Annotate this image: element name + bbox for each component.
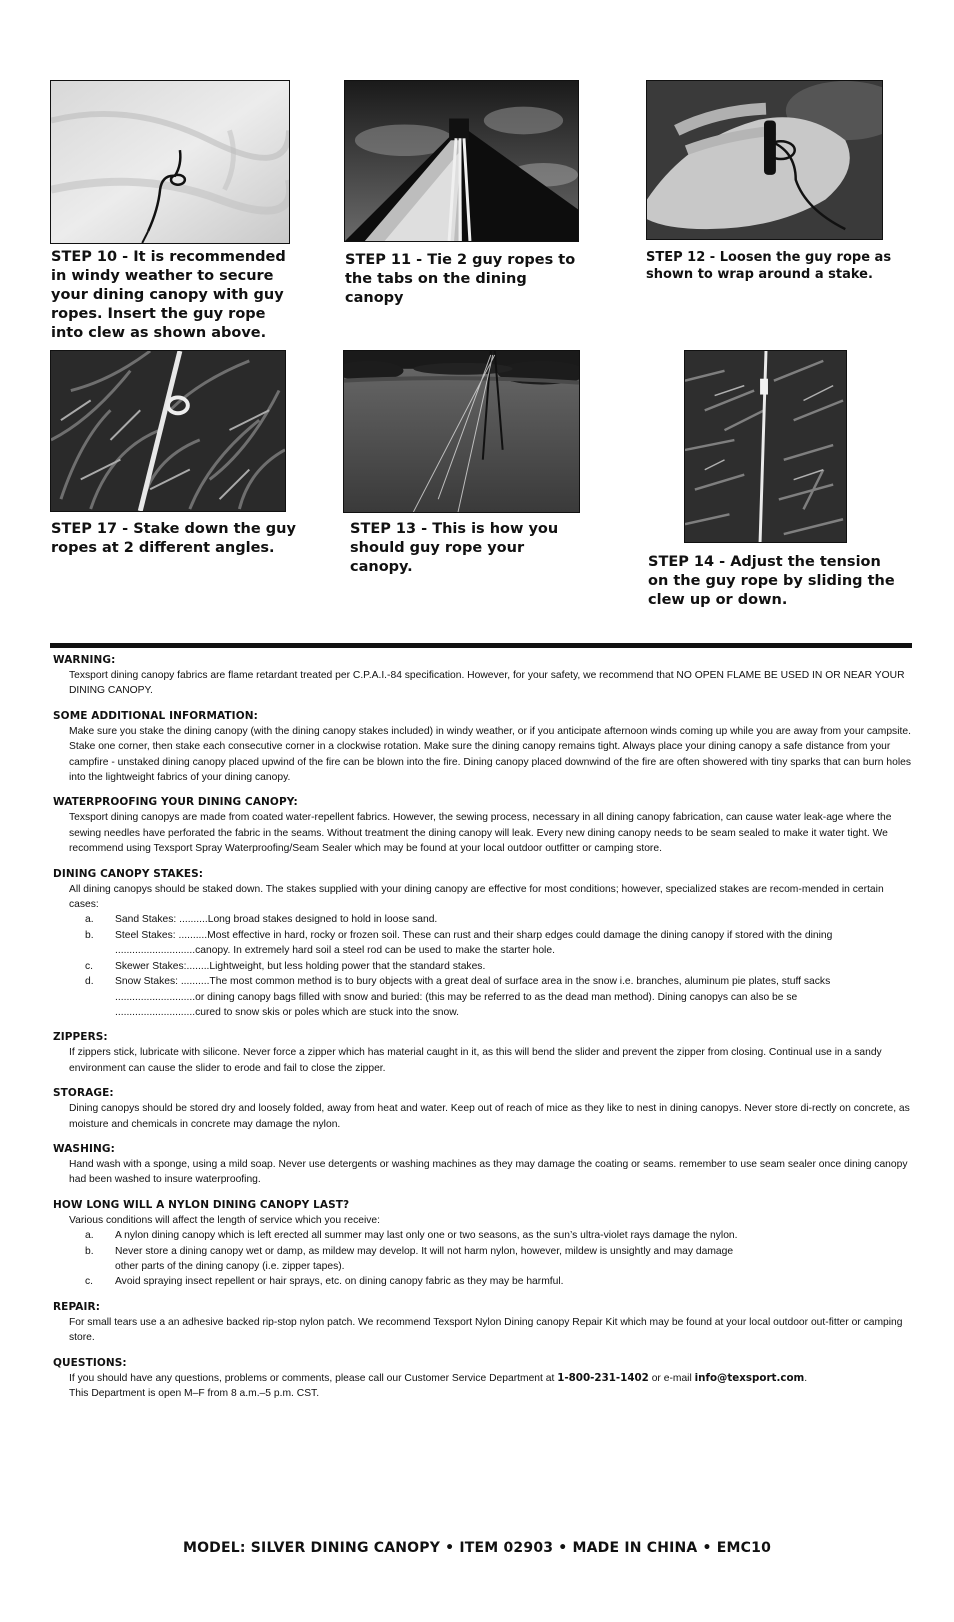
list-item: a. Sand Stakes: ..........Long broad stakes designed to hold in loose sand. (85, 914, 438, 926)
zippers-body: If zippers stick, lubricate with silicone. Never force a zipper which has material caught in it, as this will bend the slider and prevent the zipper from closing. Continual use in a sandy environment can cause the slider to erode and fail to close the zipper. (69, 1047, 882, 1074)
waterproofing-body: Texsport dining canopys are made from coated water-repellent fabrics. However, the sewing process, necessary in all dining canopy fabrication, can cause water leak-age where the sewing needles have perforated the fabric in the seams. Without treatment the dining canopy will leak. Every new dining canopy needs to be seam sealed to make it water tight. We recommend using Texsport Spray Waterproofing/Seam Sealer which may be found at your local outdoor outfitter or camping store. (69, 812, 892, 855)
list-item: b. Never store a dining canopy wet or damp, as mildew may develop. It will not harm nylon, however, mildew is unsightly and may damage (85, 1245, 734, 1257)
step-17-caption: STEP 17 - Stake down the guy ropes at 2 different angles. (51, 521, 296, 556)
additional-info-heading: SOME ADDITIONAL INFORMATION: (53, 709, 258, 722)
rope-tension-in-grass-photo (684, 350, 847, 543)
storage-heading: STORAGE: (53, 1087, 114, 1100)
questions-hours: This Department is open M–F from 8 a.m.–5 p.m. CST. (69, 1388, 320, 1399)
repair-section (53, 1299, 913, 1346)
list-item: a. A nylon dining canopy which is left erected all summer may last only one or two seasons, as the sun’s ultra-violet rays damage the nylon. (85, 1230, 738, 1242)
stakes-in-grass-photo (50, 350, 286, 512)
list-item: c. Skewer Stakes:........Lightweight, but less holding power that the standard stakes. (85, 960, 486, 972)
step-12-caption: STEP 12 - Loosen the guy rope as shown to wrap around a stake. (646, 250, 892, 282)
warning-section (53, 652, 913, 699)
warning-heading: WARNING: (53, 654, 116, 666)
step-14-caption: STEP 14 - Adjust the tension on the guy rope by sliding the clew up or down. (648, 554, 895, 608)
canopy-fabric-with-guy-rope-photo (50, 80, 290, 244)
list-item-continuation: ............................or dining canopy bags filled with snow and buried: (this may be referred to as the dead man method). Dining canopys can also be se (115, 991, 798, 1003)
guyed-canopy-on-lawn-photo (343, 350, 580, 513)
list-item-continuation: other parts of the dining canopy (i.e. zipper tapes). (115, 1260, 345, 1272)
list-item: c. Avoid spraying insect repellent or hair sprays, etc. on dining canopy fabric as they may be harmful. (85, 1276, 564, 1288)
questions-section (53, 1355, 913, 1402)
additional-info-section (53, 708, 913, 786)
waterproofing-section (53, 794, 913, 856)
hand-holding-guy-rope-photo (646, 80, 883, 240)
nylon-lifespan-body: Various conditions will affect the length of service which you receive: (69, 1214, 380, 1226)
model-footer: MODEL: SILVER DINING CANOPY • ITEM 02903 • MADE IN CHINA • EMC10 (182, 1540, 772, 1556)
section-divider (50, 643, 912, 648)
zippers-heading: ZIPPERS: (53, 1031, 108, 1044)
step-13-caption: STEP 13 - This is how you should guy rope your canopy. (350, 521, 559, 575)
warning-body: Texsport dining canopy fabrics are flame retardant treated per C.P.A.I.-84 specification. However, for your safety, we recommend that NO OPEN FLAME BE USED IN OR NEAR YOUR DINING CANOPY. (69, 670, 905, 697)
washing-heading: WASHING: (53, 1142, 115, 1155)
canopy-peak-with-ropes-photo (344, 80, 579, 242)
list-item-continuation: ............................canopy. In extremely hard soil a steel rod can be used to make the starter hole. (115, 945, 555, 957)
zippers-section (53, 1029, 913, 1076)
phone-number: 1-800-231-1402 (557, 1371, 649, 1384)
step-10-caption: STEP 10 - It is recommended in windy weather to secure your dining canopy with guy ropes. Insert the guy rope into clew as shown above. (51, 249, 286, 341)
stakes-heading: DINING CANOPY STAKES: (53, 867, 204, 880)
washing-body: Hand wash with a sponge, using a mild soap. Never use detergents or washing machines as they may damage the coating or seams. remember to use seam sealer once dining canopy had been washed to insure waterproofing. (69, 1158, 908, 1186)
care-instructions (53, 652, 913, 1410)
list-item-continuation: ............................cured to snow skis or poles which are stuck into the snow. (115, 1006, 459, 1018)
stakes-section (53, 866, 913, 1021)
list-item: d. Snow Stakes: ..........The most common method is to bury objects with a great deal of surface area in the snow i.e. branches, aluminum pie plates, stuff sacks (85, 976, 831, 988)
repair-body: For small tears use a an adhesive backed rip-stop nylon patch. We recommend Texsport Nylon Dining canopy Repair Kit which may be found at your local outdoor out-fitter or camping store. (69, 1316, 903, 1344)
repair-heading: REPAIR: (53, 1300, 101, 1313)
questions-body: If you should have any questions, problems or comments, please call our Customer Service Department at 1-800-231-1402 or e-mail info@texsport.com. (69, 1371, 808, 1384)
storage-body: Dining canopys should be stored dry and loosely folded, away from heat and water. Keep out of reach of mice as they like to nest in dining canopys. Never store di-rectly on concrete, as moisture and chemicals in concrete may damage the nylon. (69, 1103, 910, 1130)
additional-info-body: Make sure you stake the dining canopy (with the dining canopy stakes included) in windy weather, or if you anticipate afternoon winds coming up while you are away from your campsite. Stake one corner, then stake each consecutive corner in a clockwise rotation. Make sure the dining canopy remains tight. Always place your dining canopy a safe distance from your campfire - unstaked dining canopy placed upwind of the fire can be blown into the fire. Dining canopy placed downwind of the fire are often showered with tiny sparks that can burn holes into the lightweight fabrics of your dining canopy. (69, 725, 911, 784)
nylon-lifespan-heading: HOW LONG WILL A NYLON DINING CANOPY LAST? (53, 1198, 350, 1211)
washing-section (53, 1141, 913, 1188)
waterproofing-heading: WATERPROOFING YOUR DINING CANOPY: (53, 796, 298, 809)
storage-section (53, 1085, 913, 1132)
list-item: b. Steel Stakes: ..........Most effective in hard, rocky or frozen soil. These can rust and their sharp edges could damage the dining canopy if stored with the dining (85, 929, 833, 941)
email-address: info@texsport.com (694, 1371, 805, 1384)
nylon-lifespan-section (53, 1197, 913, 1290)
step-11-caption: STEP 11 - Tie 2 guy ropes to the tabs on the dining canopy (345, 252, 576, 306)
questions-heading: QUESTIONS: (53, 1356, 127, 1369)
stakes-body: All dining canopys should be staked down. The stakes supplied with your dining canopy are effective for most conditions; however, specialized stakes are recom-mended in certain cases: (69, 883, 884, 911)
